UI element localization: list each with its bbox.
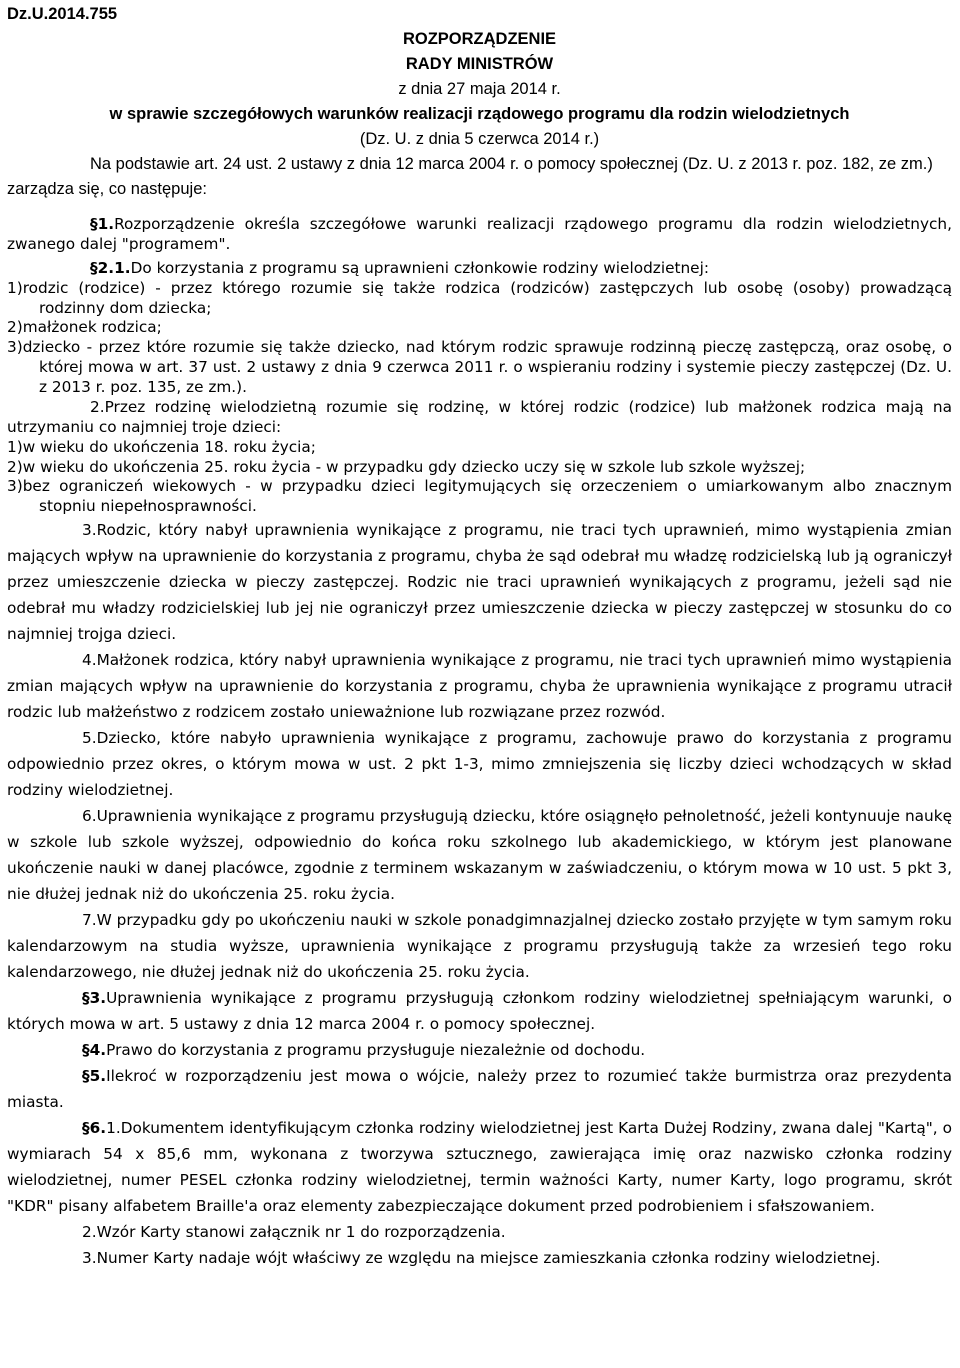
- title-line-2: RADY MINISTRÓW: [405, 55, 554, 73]
- section-5-number: §5.: [82, 1067, 107, 1086]
- document-date: z dnia 27 maja 2014 r.: [398, 80, 561, 98]
- section-3-number: §3.: [82, 989, 107, 1008]
- section-5-text: Ilekroć w rozporządzeniu jest mowa o wójcie, należy przez to rozumieć także burmistrza oraz prezydenta miasta.: [7, 1067, 952, 1112]
- section-2-para-4: 4.Małżonek rodzica, który nabył uprawnienia wynikające z programu, nie traci tych uprawnień mimo wystąpienia zmian mających wpływ na uprawnienie do korzystania z programu, chyba że uprawnienia wynikające z programu utracił rodzic lub małżeństwo z rodzicem zostało unieważnione lub rozwiązane przez rozwód.: [7, 651, 952, 722]
- list-item: 1)rodzic (rodzice) - przez którego rozumie się także rodzica (rodziców) zastępczych lub osobę (osoby) prowadzącą rodzinny dom dziecka;: [7, 278, 952, 317]
- section-3-text: Uprawnienia wynikające z programu przysługują członkom rodziny wielodzietnej spełniającym warunki, o których mowa w art. 5 ustawy z dnia 12 marca 2004 r. o pomocy społecznej.: [7, 989, 952, 1034]
- section-6-para-1: [7, 1115, 952, 1219]
- section-1: [7, 215, 952, 255]
- doc-id: Dz.U.2014.755: [7, 5, 118, 23]
- preamble: Na podstawie art. 24 ust. 2 ustawy z dnia 12 marca 2004 r. o pomocy społecznej (Dz. U. z 2013 r. poz. 182, ze zm.) zarządza się, co następuje:: [7, 155, 933, 198]
- section-6-para-2: 2.Wzór Karty stanowi załącznik nr 1 do rozporządzenia.: [82, 1223, 506, 1242]
- section-3: [7, 985, 952, 1037]
- section-6-para-3: 3.Numer Karty nadaje wójt właściwy ze względu na miejsce zamieszkania członka rodziny wielodzietnej.: [82, 1249, 881, 1268]
- section-1-number: §1.: [90, 215, 115, 233]
- publication-info: (Dz. U. z dnia 5 czerwca 2014 r.): [359, 130, 600, 148]
- list-item: 1)w wieku do ukończenia 18. roku życia;: [7, 437, 316, 456]
- section-2-para-6: 6.Uprawnienia wynikające z programu przysługują dziecku, które osiągnęło pełnoletność, jeżeli kontynuuje naukę w szkole lub szkole wyższej, odpowiednio do końca roku szkolnego lub akademickiego, w którym jest planowane ukończenie nauki w danej placówce, zgodnie z terminem wskazanym w zaświadczeniu, o którym mowa w 10 ust. 5 pkt 3, nie dłużej jednak niż do ukończenia 25. roku życia.: [7, 807, 952, 904]
- list-item: 2)małżonek rodzica;: [7, 318, 162, 337]
- section-6-para-1-text: 1.Dokumentem identyfikującym członka rodziny wielodzietnej jest Karta Dużej Rodziny, zwana dalej "Kartą", o wymiarach 54 x 85,6 mm, wykonana z tworzywa sztucznego, zawierająca imię oraz nazwisko członka rodziny wielodzietnej, numer PESEL członka rodziny wielodzietnej, termin ważności Karty, numer Karty, logo programu, skrót "KDR" pisany alfabetem Braille'a oraz elementy zabezpieczające dokument przed podrobieniem i sfałszowaniem.: [7, 1119, 952, 1216]
- section-1-text: Rozporządzenie określa szczegółowe warunki realizacji rządowego programu dla rodzin wielodzietnych, zwanego dalej "programem".: [7, 215, 952, 253]
- list-item: 2)w wieku do ukończenia 25. roku życia - w przypadku gdy dziecko uczy się w szkole lub szkole wyższej;: [7, 457, 806, 476]
- document-header: [7, 2, 952, 202]
- section-2-para-7: 7.W przypadku gdy po ukończeniu nauki w szkole ponadgimnazjalnej dziecko zostało przyjęte w tym samym roku kalendarzowym na studia wyższe, uprawnienia wynikające z programu przysługują także za wrzesień tego roku kalendarzowego, nie dłużej jednak niż do ukończenia 25. roku życia.: [7, 911, 952, 982]
- title-line-1: ROZPORZĄDZENIE: [402, 30, 557, 48]
- section-2-para-1-text: Do korzystania z programu są uprawnieni członkowie rodziny wielodzietnej:: [130, 258, 709, 277]
- section-5: [7, 1063, 952, 1115]
- section-2-para-5: 5.Dziecko, które nabyło uprawnienia wynikające z programu, zachowuje prawo do korzystania z programu odpowiednio przez okres, o którym mowa w ust. 2 pkt 1-3, mimo zmniejszenia się liczby dzieci wchodzących w skład rodziny wielodzietnej.: [7, 729, 952, 800]
- section-2-number: §2.: [90, 258, 115, 277]
- section-2-para-1-number: 1.: [114, 258, 131, 277]
- section-2-para-2: 2.Przez rodzinę wielodzietną rozumie się rodzinę, w której rodzic (rodzice) lub małżonek rodzica mają na utrzymaniu co najmniej troje dzieci:: [7, 397, 952, 436]
- section-4-number: §4.: [82, 1041, 107, 1060]
- section-2-para-1: [7, 259, 952, 279]
- list-item: 3)dziecko - przez które rozumie się także dziecko, nad którym rodzic sprawuje rodzinną pieczę zastępczą, oraz osobę, o której mowa w art. 37 ust. 2 ustawy z dnia 9 czerwca 2011 r. o wspieraniu rodziny i systemie pieczy zastępczej (Dz. U. z 2013 r. poz. 135, ze zm.).: [7, 338, 952, 396]
- section-4-text: Prawo do korzystania z programu przysługuje niezależnie od dochodu.: [106, 1041, 646, 1060]
- list-item: 3)bez ograniczeń wiekowych - w przypadku dzieci legitymujących się orzeczeniem o umiarkowanym albo znacznym stopniu niepełnosprawności.: [7, 477, 952, 516]
- document-subject: w sprawie szczegółowych warunków realizacji rządowego programu dla rodzin wielodzietnych: [109, 105, 850, 123]
- section-4: [7, 1037, 952, 1063]
- section-2-para-3: 3.Rodzic, który nabył uprawnienia wynikające z programu, nie traci tych uprawnień, mimo wystąpienia zmian mających wpływ na uprawnienie do korzystania z programu, chyba że sąd odebrał mu władzę rodzicielską lub ją ograniczył przez umieszczenie dziecka w pieczy zastępczej. Rodzic nie traci uprawnień wynikających z programu, jeżeli sąd nie odebrał mu władzy rodzicielskiej lub jej nie ograniczył przez umieszczenie dziecka w pieczy zastępczej w stosunku do co najmniej trojga dzieci.: [7, 521, 952, 644]
- section-6-number: §6.: [82, 1119, 107, 1138]
